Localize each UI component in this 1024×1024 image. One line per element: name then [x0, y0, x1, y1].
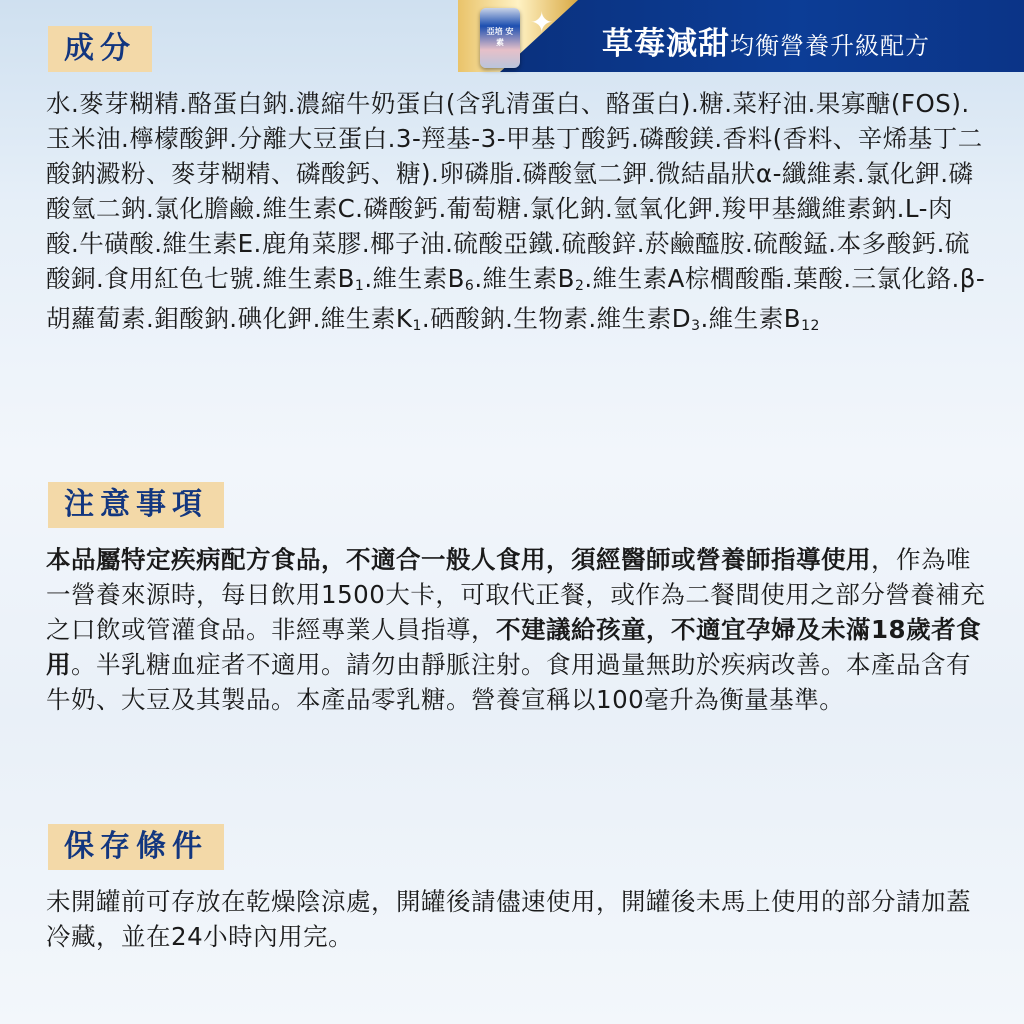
- ingredients-text: 水.麥芽糊精.酪蛋白鈉.濃縮牛奶蛋白(含乳清蛋白、酪蛋白).糖.菜籽油.果寡醣(FOS).玉米油.檸檬酸鉀.分離大豆蛋白.3-羥基-3-甲基丁酸鈣.磷酸鎂.香料(香料、辛烯基丁二酸鈉澱粉、麥芽糊精、磷酸鈣、糖).卵磷脂.磷酸氫二鉀.微結晶狀α-纖維素.氯化鉀.磷酸氫二鈉.氯化膽鹼.維生素C.磷酸鈣.葡萄糖.氯化鈉.氫氧化鉀.羧甲基纖維素鈉.L-肉酸.牛磺酸.維生素E.鹿角菜膠.椰子油.硫酸亞鐵.硫酸鋅.菸鹼醯胺.硫酸錳.本多酸鈣.硫酸銅.食用紅色七號.維生素$B_1$.維生素$B_6$.維生素$B_2$.維生素A棕櫚酸酯.葉酸.三氯化鉻.β-胡蘿蔔素.鉬酸鈉.碘化鉀.維生素$K_1$.硒酸鈉.生物素.維生素$D_3$.維生素$B_{12}$: [46, 89, 986, 334]
- banner-title: [602, 18, 1002, 63]
- ingredients-heading: 成分: [48, 26, 152, 72]
- banner-title-strong: 草莓減甜: [602, 26, 730, 62]
- notes-bold-1: 本品屬特定疾病配方食品，不適合一般人食用，須經醫師或營養師指導使用: [46, 545, 871, 574]
- product-can-image: [480, 8, 520, 68]
- sparkle-icon: ✦: [530, 6, 554, 39]
- notes-text: [46, 542, 986, 717]
- can-label: 亞培 安素: [486, 27, 514, 47]
- notes-bold-2: 不建議給孩童，不適宜孕婦及未滿18歲者食用: [46, 615, 982, 679]
- banner-title-rest: 均衡營養升級配方: [730, 32, 930, 60]
- storage-heading: 保存條件: [48, 824, 224, 870]
- notes-heading: 注意事項: [48, 482, 224, 528]
- notes-text-2: 。半乳糖血症者不適用。請勿由靜脈注射。食用過量無助於疾病改善。本產品含有牛奶、大豆及其製品。本產品零乳糖。營養宣稱以100毫升為衡量基準。: [46, 650, 971, 714]
- notes-text-1: ，作為唯一營養來源時，每日飲用1500大卡，可取代正餐，或作為二餐間使用之部分營養補充之口飲或管灌食品。非經專業人員指導，: [46, 545, 986, 644]
- storage-text: 未開罐前可存放在乾燥陰涼處，開罐後請儘速使用，開罐後未馬上使用的部分請加蓋冷藏，並在24小時內用完。: [46, 887, 971, 951]
